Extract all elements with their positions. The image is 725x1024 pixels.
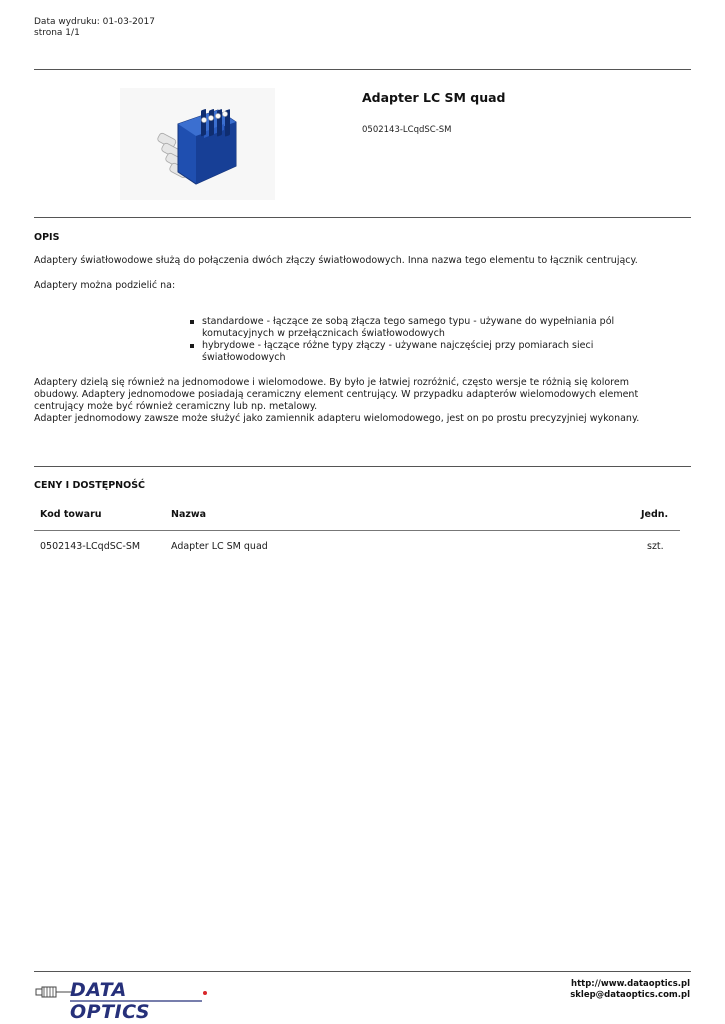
- list-item: hybrydowe - łączące różne typy złączy - używane najczęściej przy pomiarach sieci światłowodowych: [188, 340, 658, 364]
- table-cell-name: Adapter LC SM quad: [171, 541, 268, 552]
- column-header-unit: Jedn.: [641, 509, 669, 520]
- page-info: strona 1/1: [34, 28, 80, 38]
- closing-text: Adapter jednomodowy zawsze może służyć jako zamiennik adapteru wielomodowego, jest on po prostu precyzyjniej wykonany.: [34, 413, 640, 424]
- divider: [34, 69, 691, 70]
- table-cell-unit: szt.: [647, 541, 664, 552]
- table-header-divider: [34, 530, 680, 531]
- footer-contact: [570, 979, 690, 1001]
- details-text: Adaptery dzielą się również na jednomodowe i wielomodowe. By było je łatwiej rozróżnić, często wersje te różnią się kolorem obudowy. Adaptery jednomodowe posiadają ceramiczny element centrujący. W przypadku adapterów wielomodowych element centrujący może być również ceramiczny lub np. metalowy.: [34, 377, 639, 412]
- logo-underline: [34, 976, 209, 1008]
- website-link[interactable]: http://www.dataoptics.pl: [571, 979, 690, 989]
- description-heading: OPIS: [34, 232, 60, 243]
- description-details: [34, 377, 674, 425]
- table-cell-code: 0502143-LCqdSC-SM: [40, 541, 141, 552]
- product-code: 0502143-LCqdSC-SM: [362, 125, 452, 135]
- adapter-types-list: [188, 316, 658, 364]
- list-item: standardowe - łączące ze sobą złącza tego samego typu - używane do wypełniania pól komutacyjnych w przełącznicach światłowodowych: [188, 316, 658, 340]
- product-title: Adapter LC SM quad: [362, 90, 506, 105]
- divider: [34, 217, 691, 218]
- print-meta: [34, 17, 155, 39]
- column-header-code: Kod towaru: [40, 509, 102, 520]
- description-division: Adaptery można podzielić na:: [34, 280, 176, 291]
- divider: [34, 971, 691, 972]
- logo-text: DATA OPTICS: [70, 979, 151, 1023]
- description-intro: Adaptery światłowodowe służą do połączenia dwóch złączy światłowodowych. Inna nazwa tego elementu to łącznik centrujący.: [34, 255, 638, 266]
- company-logo: [34, 976, 209, 1023]
- pricing-heading: CENY I DOSTĘPNOŚĆ: [34, 480, 146, 491]
- column-header-name: Nazwa: [171, 509, 207, 520]
- email-link[interactable]: sklep@dataoptics.com.pl: [570, 990, 690, 1000]
- product-image: [120, 88, 275, 200]
- print-date: Data wydruku: 01-03-2017: [34, 17, 155, 27]
- divider: [34, 466, 691, 467]
